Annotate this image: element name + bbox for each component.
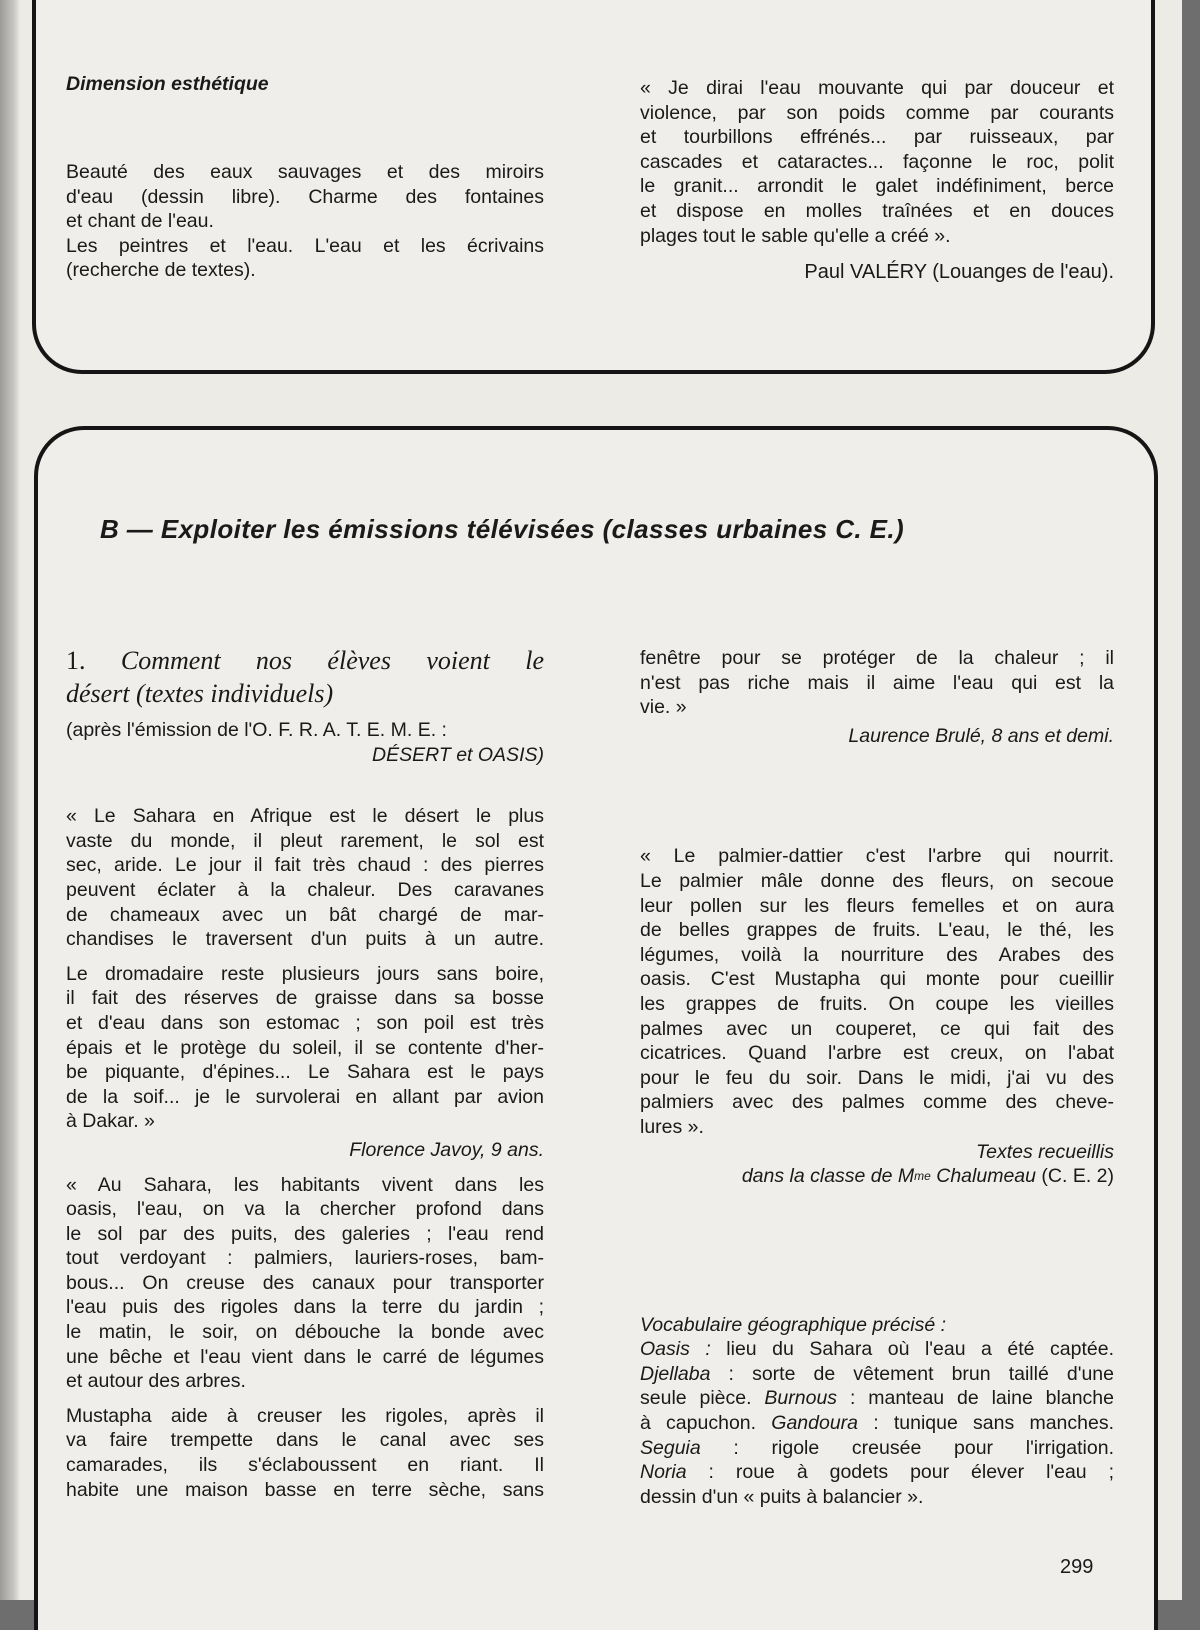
text-line: et autour des arbres. xyxy=(66,1370,246,1393)
vocab-def: : roue à godets pour élever l'eau ; xyxy=(686,1461,1114,1484)
aesthetic-line: (recherche de textes). xyxy=(66,259,256,282)
vocab-term: Gandoura xyxy=(771,1412,859,1435)
aesthetic-line: et chant de l'eau. xyxy=(66,210,214,233)
text-line: chandises le traversent d'un puits à un autre. xyxy=(66,928,544,951)
part1-title xyxy=(66,644,544,710)
laurence-continued xyxy=(640,646,1114,720)
vocab-line xyxy=(640,1386,1114,1411)
vocab-line xyxy=(640,1460,1114,1485)
aesthetic-heading: Dimension esthétique xyxy=(66,73,269,95)
text-line: peuvent éclater à la chaleur. Des caravanes xyxy=(66,878,544,901)
text-line: de la soif... je le survolerai en allant par avion xyxy=(66,1085,544,1108)
text-line: Mustapha aide à creuser les rigoles, après il xyxy=(66,1404,544,1427)
vocab-def: lieu du Sahara où l'eau a été captée. xyxy=(710,1338,1114,1361)
text-line: le matin, le soir, on débouche la bonde avec xyxy=(66,1321,544,1344)
text-line: « Le Sahara en Afrique est le désert le plus xyxy=(66,805,544,828)
text-line: vie. » xyxy=(640,696,687,719)
vocab-line: dessin d'un « puits à balancier ». xyxy=(640,1485,924,1508)
intro-line: (après l'émission de l'O. F. R. A. T. E. M. E. : xyxy=(66,719,447,741)
column-left xyxy=(66,644,544,1512)
vocab-term: Burnous xyxy=(764,1387,838,1410)
text-line: de chameaux avec un bât chargé de mar- xyxy=(66,903,544,926)
aesthetic-line: Beauté des eaux sauvages et des miroirs xyxy=(66,161,544,183)
valery-attribution: Paul VALÉRY (Louanges de l'eau). xyxy=(804,261,1114,283)
text-line: habite une maison basse en terre sèche, sans xyxy=(66,1478,544,1501)
intro-line: DÉSERT et OASIS) xyxy=(372,743,544,766)
text-line: tout verdoyant : palmiers, lauriers-roses, bam- xyxy=(66,1247,544,1270)
part1-title-line: Comment nos élèves voient le xyxy=(120,646,544,675)
text-line: oasis. C'est Mustapha qui monte pour cueillir xyxy=(640,968,1114,991)
text-line: « Le palmier-dattier c'est l'arbre qui nourrit. xyxy=(640,845,1114,868)
vocabulary-heading: Vocabulaire géographique précisé : xyxy=(640,1313,947,1336)
quote-line: plages tout le sable qu'elle a créé ». xyxy=(640,224,951,247)
text-line: Le dromadaire reste plusieurs jours sans boire, xyxy=(66,962,544,985)
vocab-def: : tunique sans manches. xyxy=(858,1412,1115,1435)
collected-text: dans la classe de M xyxy=(741,1165,915,1188)
quote-line: et tourbillons effrénés... par ruisseaux, par xyxy=(640,126,1114,149)
part1-number: 1. xyxy=(66,646,86,675)
text-line: à Dakar. » xyxy=(66,1110,155,1133)
text-line: bous... On creuse des canaux pour transporter xyxy=(66,1271,544,1294)
laurence-text-2 xyxy=(66,1404,544,1502)
text-line: fenêtre pour se protéger de la chaleur ; il xyxy=(640,647,1114,669)
text-line: l'eau puis des rigoles dans la terre du jardin ; xyxy=(66,1296,544,1319)
page-edge-shadow xyxy=(0,0,20,1600)
text-line: oasis, l'eau, on va la chercher profond dans xyxy=(66,1198,544,1221)
column-right xyxy=(640,646,1114,1509)
text-line: et d'eau dans son estomac ; son poil est très xyxy=(66,1011,544,1034)
aesthetic-line: Les peintres et l'eau. L'eau et les écrivains xyxy=(66,234,544,257)
collected-sup: me xyxy=(914,1169,931,1184)
text-line: une bêche et l'eau vient dans le carré de légumes xyxy=(66,1345,544,1368)
text-line: lures ». xyxy=(640,1115,704,1138)
vocab-def: : manteau de laine blanche xyxy=(837,1387,1114,1410)
collected-name: Chalumeau xyxy=(930,1165,1036,1188)
text-line: épais et le protège du soleil, il se contente d'her- xyxy=(66,1036,544,1059)
text-line: leur pollen sur les fleurs femelles et on aura xyxy=(640,894,1114,917)
florence-signature: Florence Javoy, 9 ans. xyxy=(349,1138,544,1161)
vocab-def: : rigole creusée pour l'irrigation. xyxy=(700,1436,1114,1459)
vocab-line xyxy=(640,1337,1114,1362)
collected-line: Textes recueillis xyxy=(975,1140,1114,1163)
collected-note xyxy=(640,1140,1114,1189)
text-line: camarades, ils s'éclaboussent en riant. Il xyxy=(66,1454,544,1477)
text-line: le sol par des puits, des galeries ; l'eau rend xyxy=(66,1222,544,1245)
text-line: vaste du monde, il pleut rarement, le sol est xyxy=(66,829,544,852)
part1-intro xyxy=(66,718,544,767)
quote-line: cascades et cataractes... façonne le roc, polit xyxy=(640,150,1114,173)
florence-text xyxy=(66,804,544,952)
text-line: « Au Sahara, les habitants vivent dans les xyxy=(66,1173,544,1196)
collected-class: (C. E. 2) xyxy=(1035,1165,1114,1188)
vocab-line xyxy=(640,1362,1114,1387)
vocab-def: seule pièce. xyxy=(640,1387,765,1410)
text-line: les grappes de fruits. On coupe les vieilles xyxy=(640,992,1114,1015)
vocab-term: Noria xyxy=(640,1461,687,1484)
quote-line: le granit... arrondit le galet indéfiniment, berce xyxy=(640,175,1114,198)
text-line: palmes avec un couperet, ce qui fait des xyxy=(640,1017,1114,1040)
palm-text xyxy=(640,844,1114,1139)
laurence-text xyxy=(66,1173,544,1394)
vocab-term: Djellaba xyxy=(640,1362,711,1385)
text-line: sec, aride. Le jour il fait très chaud : des pierres xyxy=(66,854,544,877)
quote-line: « Je dirai l'eau mouvante qui par douceur et xyxy=(640,77,1114,99)
valery-quote xyxy=(640,76,1114,248)
vocab-def: : sorte de vêtement brun taillé d'une xyxy=(710,1362,1114,1385)
text-line: Le palmier mâle donne des fleurs, on secoue xyxy=(640,869,1114,892)
section-b-title: B — Exploiter les émissions télévisées (classes urbaines C. E.) xyxy=(100,514,905,544)
vocab-def: à capuchon. xyxy=(640,1412,772,1435)
vocab-line xyxy=(640,1436,1114,1461)
vocab-line xyxy=(640,1411,1114,1436)
text-line: be piquante, d'épines... Le Sahara est le pays xyxy=(66,1061,544,1084)
text-line: de belles grappes de fruits. L'eau, le thé, les xyxy=(640,919,1114,942)
text-line: va faire trempette dans le canal avec ses xyxy=(66,1429,544,1452)
vocabulary-block xyxy=(640,1313,1114,1510)
page-number: 299 xyxy=(1060,1556,1094,1578)
part1-title-line: désert (textes individuels) xyxy=(66,679,334,708)
text-line: n'est pas riche mais il aime l'eau qui est la xyxy=(640,671,1114,694)
laurence-signature: Laurence Brulé, 8 ans et demi. xyxy=(848,724,1114,747)
aesthetic-body xyxy=(66,160,544,283)
quote-line: violence, par son poids comme par courants xyxy=(640,101,1114,124)
quote-line: et dispose en molles traînées et en douces xyxy=(640,199,1114,222)
text-line: il fait des réserves de graisse dans sa bosse xyxy=(66,987,544,1010)
text-line: pour le feu du soir. Dans le midi, j'ai vu des xyxy=(640,1066,1114,1089)
vocab-term: Seguia xyxy=(640,1436,701,1459)
florence-text-2 xyxy=(66,962,544,1134)
text-line: palmiers avec des palmes comme des cheve- xyxy=(640,1091,1114,1114)
text-line: légumes, voilà la nourriture des Arabes des xyxy=(640,943,1114,966)
vocab-term: Oasis : xyxy=(640,1338,711,1361)
aesthetic-line: d'eau (dessin libre). Charme des fontaines xyxy=(66,185,544,208)
text-line: cicatrices. Quand l'arbre est creux, on l'abat xyxy=(640,1042,1114,1065)
